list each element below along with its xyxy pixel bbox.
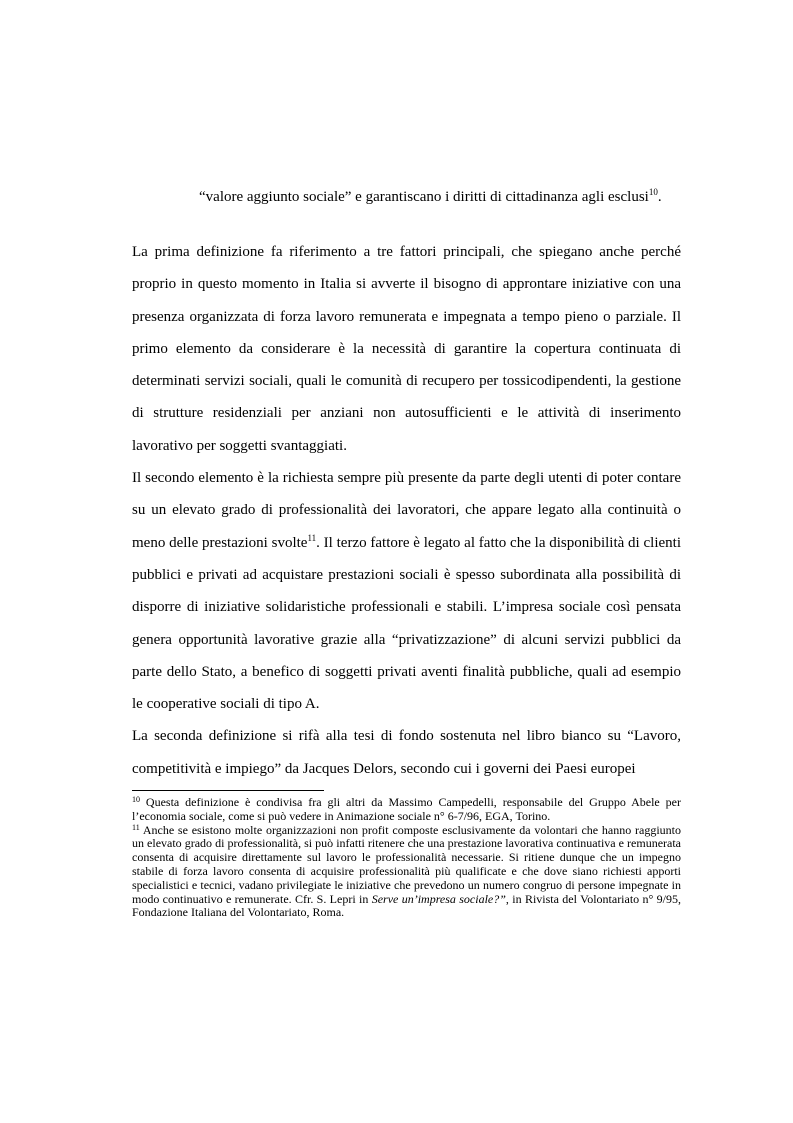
footnote-11-text-after: , in Rivista del Volontariato n° 9/95, Fondazione Italiana del Volontariato, Roma. bbox=[132, 891, 681, 920]
body-text bbox=[132, 236, 681, 785]
block-quote bbox=[199, 186, 681, 208]
paragraph-2 bbox=[132, 462, 681, 720]
paragraph-1-text: La prima definizione fa riferimento a tre fattori principali, che spiegano anche perché proprio in questo momento in Italia si avverte il bisogno di approntare iniziative con una presenza organizzata di forza lavoro remunerata e impegnata a tempo pieno o parziale. Il primo elemento da considerare è la necessità di garantire la copertura continuata di determinati servizi sociali, quali le comunità di recupero per tossicodipendenti, la gestione di strutture residenziali per anziani non autosufficienti e le attività di inserimento lavorativo per soggetti svantaggiati. bbox=[132, 244, 681, 454]
footnote-11-number: 11 bbox=[132, 822, 140, 832]
footnote-11-text: Anche se esistono molte organizzazioni non profit composte esclusivamente da volontari che hanno raggiunto un elevato grado di professionalità, si può infatti ritenere che una prestazione lavorativa continuativa e remunerata consenta di acquisire direttamente sul lavoro le professionalità necessarie. Si ritiene dunque che un impegno stabile di forza lavoro consenta di acquisire professionalità più qualificate e che dove siano richiesti apporti specialistici e tecnici, vadano privilegiate le iniziative che prevedono un numero congruo di persone impegnate in modo continuativo e remunerate. Cfr. S. Lepri in bbox=[132, 822, 681, 906]
footnote-separator bbox=[132, 790, 324, 791]
quote-text: “valore aggiunto sociale” e garantiscano i diritti di cittadinanza agli esclusi bbox=[199, 189, 649, 205]
footnote-10 bbox=[132, 796, 681, 824]
footnote-11-title: Serve un’impresa sociale?” bbox=[371, 891, 506, 906]
footnote-11 bbox=[132, 824, 681, 921]
footnote-10-number: 10 bbox=[132, 795, 140, 804]
paragraph-3-text: La seconda definizione si rifà alla tesi di fondo sostenuta nel libro bianco su “Lavoro, competitività e impiego” da Jacques Delors, secondo cui i governi dei Paesi europei bbox=[132, 728, 681, 777]
quote-end: . bbox=[657, 189, 662, 205]
paragraph-3 bbox=[132, 720, 681, 785]
paragraph-1 bbox=[132, 236, 681, 462]
footnote-10-text: Questa definizione è condivisa fra gli altri da Massimo Campedelli, responsabile del Gruppo Abele per l’economia sociale, come si può vedere in Animazione sociale n° 6-7/96, EGA, Torino. bbox=[132, 795, 681, 823]
footnotes bbox=[132, 796, 681, 920]
footnote-ref-11: 11 bbox=[307, 532, 317, 543]
paragraph-2-text-a: Il secondo elemento è la richiesta sempre più presente da parte degli utenti di poter contare su un elevato grado di professionalità dei lavoratori, che appare legato alla continuità o meno delle prestazioni svolte bbox=[132, 470, 681, 551]
paragraph-2-text-b: . Il terzo fattore è legato al fatto che la disponibilità di clienti pubblici e privati ad acquistare prestazioni sociali è spesso subordinata alla possibilità di disporre di iniziative solidaristiche professionali e stabili. L’impresa sociale così pensata genera opportunità lavorative grazie alla “privatizzazione” di alcuni servizi pubblici da parte dello Stato, a benefico di soggetti privati aventi finalità pubbliche, quali ad esempio le cooperative sociali di tipo A. bbox=[132, 534, 681, 713]
footnote-ref-10: 10 bbox=[648, 187, 658, 197]
